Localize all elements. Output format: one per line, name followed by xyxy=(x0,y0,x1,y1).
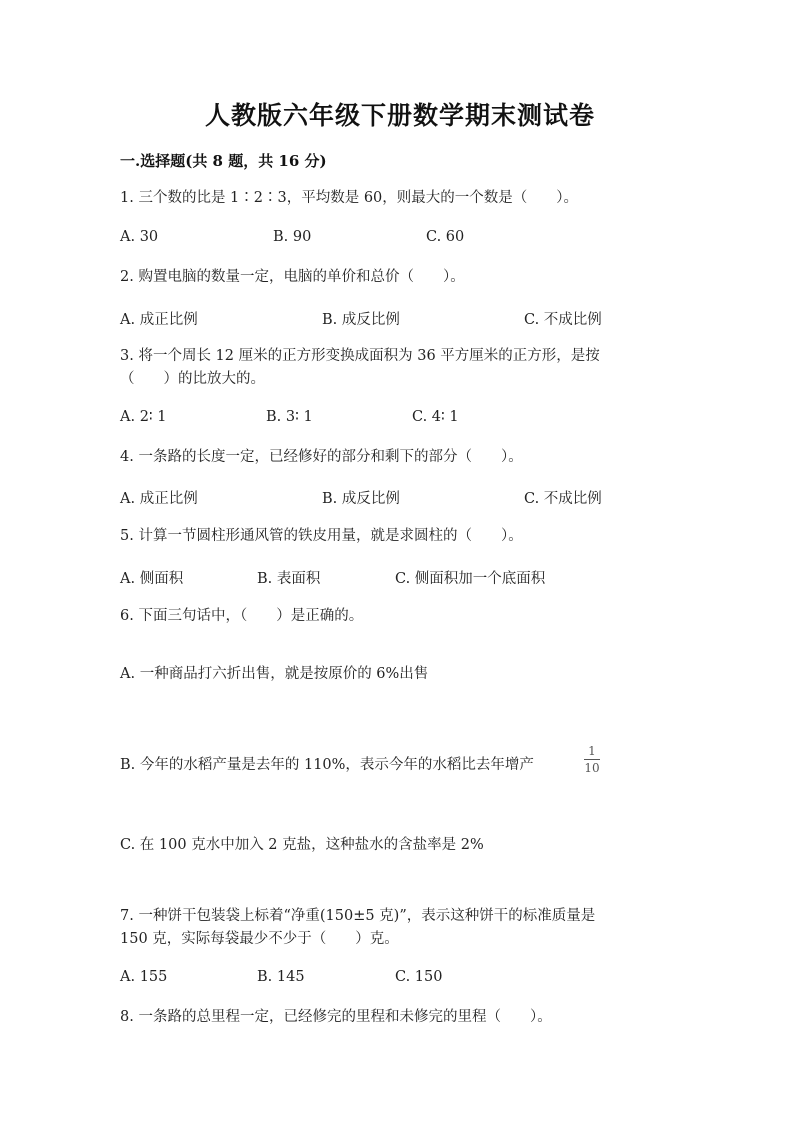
question-5: 5. 计算一节圆柱形通风管的铁皮用量，就是求圆柱的（ ）。 xyxy=(120,528,523,544)
q6-option-a[interactable]: A. 一种商品打六折出售，就是按原价的 6%出售 xyxy=(120,666,429,682)
q1-option-b[interactable]: B. 90 xyxy=(273,229,312,245)
q3-option-c[interactable]: C. 4∶ 1 xyxy=(412,409,459,425)
q2-option-b[interactable]: B. 成反比例 xyxy=(322,312,400,328)
q3-option-b[interactable]: B. 3∶ 1 xyxy=(266,409,313,425)
question-8: 8. 一条路的总里程一定，已经修完的里程和未修完的里程（ ）。 xyxy=(120,1009,552,1025)
q3-option-a[interactable]: A. 2∶ 1 xyxy=(120,409,167,425)
q6-option-b[interactable]: B. 今年的水稻产量是去年的 110%，表示今年的水稻比去年增产 xyxy=(120,757,534,773)
question-4: 4. 一条路的长度一定，已经修好的部分和剩下的部分（ ）。 xyxy=(120,449,523,465)
question-6: 6. 下面三句话中，（ ）是正确的。 xyxy=(120,608,364,624)
fraction-bar xyxy=(584,759,600,760)
q5-option-b[interactable]: B. 表面积 xyxy=(257,571,321,587)
fraction-denominator: 10 xyxy=(584,761,600,775)
section-heading: 一.选择题(共 8 题，共 16 分) xyxy=(120,152,327,170)
q2-option-a[interactable]: A. 成正比例 xyxy=(120,312,198,328)
question-1: 1. 三个数的比是 1∶2∶3，平均数是 60，则最大的一个数是（ ）。 xyxy=(120,190,579,206)
q7-option-c[interactable]: C. 150 xyxy=(395,969,443,985)
q7-option-b[interactable]: B. 145 xyxy=(257,969,305,985)
q5-option-a[interactable]: A. 侧面积 xyxy=(120,571,184,587)
q6-option-c[interactable]: C. 在 100 克水中加入 2 克盐，这种盐水的含盐率是 2% xyxy=(120,837,484,853)
question-7-line-2: 150 克，实际每袋最少不少于（ ）克。 xyxy=(120,931,399,947)
q5-option-c[interactable]: C. 侧面积加一个底面积 xyxy=(395,571,546,587)
q4-option-a[interactable]: A. 成正比例 xyxy=(120,491,198,507)
question-2: 2. 购置电脑的数量一定，电脑的单价和总价（ ）。 xyxy=(120,269,465,285)
q1-option-a[interactable]: A. 30 xyxy=(120,229,159,245)
q4-option-b[interactable]: B. 成反比例 xyxy=(322,491,400,507)
q2-option-c[interactable]: C. 不成比例 xyxy=(524,312,602,328)
fraction-numerator: 1 xyxy=(588,744,596,758)
question-3-line-2: （ ）的比放大的。 xyxy=(120,371,265,387)
question-7-line-1: 7. 一种饼干包装袋上标着“净重(150±5 克)”，表示这种饼干的标准质量是 xyxy=(120,908,596,924)
fraction-one-tenth xyxy=(584,744,600,775)
q7-option-a[interactable]: A. 155 xyxy=(120,969,168,985)
q1-option-c[interactable]: C. 60 xyxy=(426,229,465,245)
page-title: 人教版六年级下册数学期末测试卷 xyxy=(204,101,595,130)
question-3-line-1: 3. 将一个周长 12 厘米的正方形变换成面积为 36 平方厘米的正方形，是按 xyxy=(120,348,600,364)
q4-option-c[interactable]: C. 不成比例 xyxy=(524,491,602,507)
